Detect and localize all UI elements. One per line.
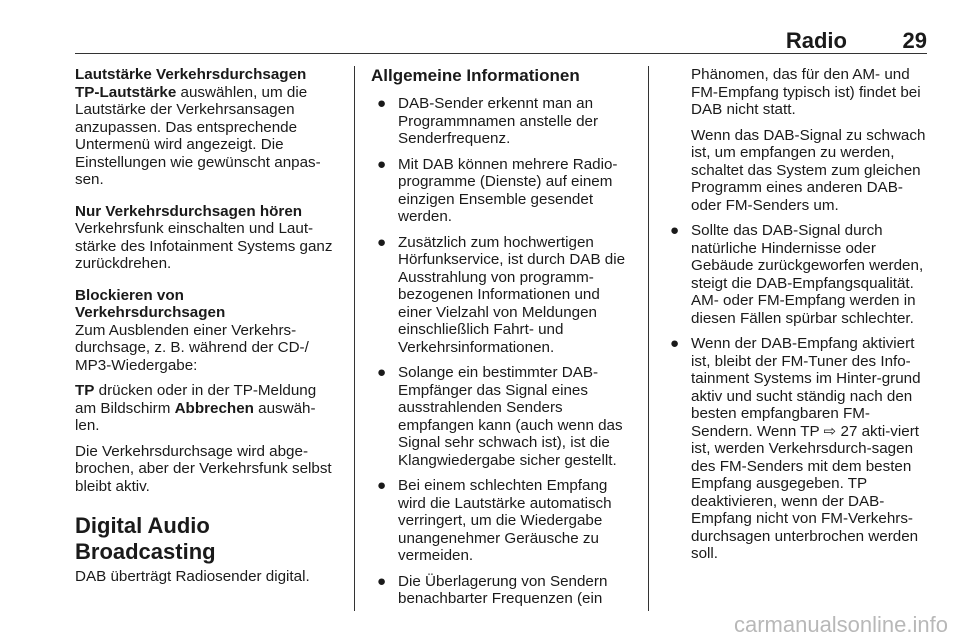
list-item: ● Zusätzlich zum hochwertigen Hörfunkservice, ist durch DAB die Ausstrahlung von programm-bezogenen Informationen und einer Vielzahl von Meldungen einschließlich Fahrt- und Verkehrsinformationen. <box>377 233 626 356</box>
paragraph-tp-cancel: TP drücken oder in der TP-Meldung am Bildschirm Abbrechen auswäh-len. <box>75 382 317 434</box>
list-item: ● Bei einem schlechten Empfang wird die Lautstärke automatisch verringert, um die Wiedergabe unangenehmer Geräusche zu vermeiden. <box>377 477 612 564</box>
subheading-traffic-only: Nur Verkehrsdurchsagen hören <box>75 202 303 220</box>
page-number: 29 <box>902 28 927 53</box>
list-item: ● Die Überlagerung von Sendern benachbarter Frequenzen (ein <box>377 572 608 607</box>
bold-term: TP-Lautstärke <box>75 83 177 101</box>
section-title-dab: Digital Audio Broadcasting <box>75 513 216 564</box>
heading-general-info: Allgemeine Informationen <box>371 66 580 85</box>
continued-paragraph: Phänomen, das für den AM- und FM-Empfang typisch ist) findet bei DAB nicht statt. <box>691 66 921 118</box>
column-2 <box>371 66 633 616</box>
bullet-icon: ● <box>670 335 680 352</box>
bullet-icon: ● <box>377 572 387 590</box>
list-item: ● Sollte das DAB-Signal durch natürliche Hindernisse oder Gebäude zurückgeworfen werden, steigt die DAB-Empfangsqualität. AM- oder FM-Empfang werden in diesen Fällen spürbar schlechter. <box>670 222 924 327</box>
list-item: ● DAB-Sender erkennt man an Programmnamen anstelle der Senderfrequenz. <box>377 95 599 147</box>
paragraph-tp-result: Die Verkehrsdurchsage wird abge-brochen, aber der Verkehrsfunk selbst bleibt aktiv. <box>75 442 332 495</box>
paragraph-block-traffic: Blockieren von Verkehrsdurchsagen Zum Ausblenden einer Verkehrs-durchsage, z. B. während der CD-/ MP3-Wiedergabe: <box>75 287 337 375</box>
bullet-list-general <box>371 95 633 608</box>
bullet-icon: ● <box>377 364 387 381</box>
paragraph-dab-fallback: Wenn das DAB-Signal zu schwach ist, um empfangen zu werden, schaltet das System zum gleichen Programm eines anderen DAB- oder FM-Senders um. <box>691 126 926 214</box>
column-3 <box>664 66 928 571</box>
header-rule <box>75 53 927 54</box>
page-header <box>75 28 927 54</box>
paragraph-traffic-only: Nur Verkehrsdurchsagen hören Verkehrsfunk einschalten und Laut-stärke des Infotainment Systems ganz zurückdrehen. <box>75 203 337 273</box>
list-item: ● Wenn der DAB-Empfang aktiviert ist, bleibt der FM-Tuner des Info-tainment Systems im Hinter-grund aktiv und sucht ständig nach den besten empfangbaren FM-Sendern. Wenn TP ⇨ 27 akti-viert ist, werden Verkehrsdurch-sagen des FM-Senders mit dem besten Empfang ausgegeben. TP deaktivieren, wenn der DAB-Empfang nicht von FM-Verkehrs-durchsagen unterbrochen werden soll. <box>670 335 921 562</box>
subheading-block-traffic: Blockieren von Verkehrsdurchsagen <box>75 286 226 321</box>
watermark: carmanualsonline.info <box>733 612 948 637</box>
page-title: Radio <box>785 28 847 53</box>
subheading-traffic-volume: Lautstärke Verkehrsdurchsagen <box>75 66 307 83</box>
bullet-icon: ● <box>377 155 387 173</box>
bullet-list-reception <box>664 222 928 563</box>
paragraph-traffic-volume: TP-Lautstärke auswählen, um die Lautstärke der Verkehrsansagen anzupassen. Das entsprechende Untermenü wird angezeigt. Die Einstellungen wie gewünscht anpas-sen. <box>75 83 321 188</box>
list-item: ● Mit DAB können mehrere Radio-programme (Dienste) auf einem einzigen Ensemble gesendet werden. <box>377 155 618 225</box>
bullet-icon: ● <box>377 477 387 494</box>
list-item: ● Solange ein bestimmter DAB-Empfänger das Signal eines ausstrahlenden Senders empfangen kann (auch wenn das Signal sehr schwach ist), ist die Klangwiedergabe sicher gestellt. <box>377 364 623 469</box>
column-divider-1 <box>354 66 355 611</box>
column-divider-2 <box>648 66 649 611</box>
bullet-icon: ● <box>670 222 680 239</box>
paragraph-dab-intro: DAB überträgt Radiosender digital. <box>75 568 310 585</box>
bullet-icon: ● <box>377 95 387 112</box>
column-1 <box>75 66 337 594</box>
bullet-icon: ● <box>377 233 387 251</box>
